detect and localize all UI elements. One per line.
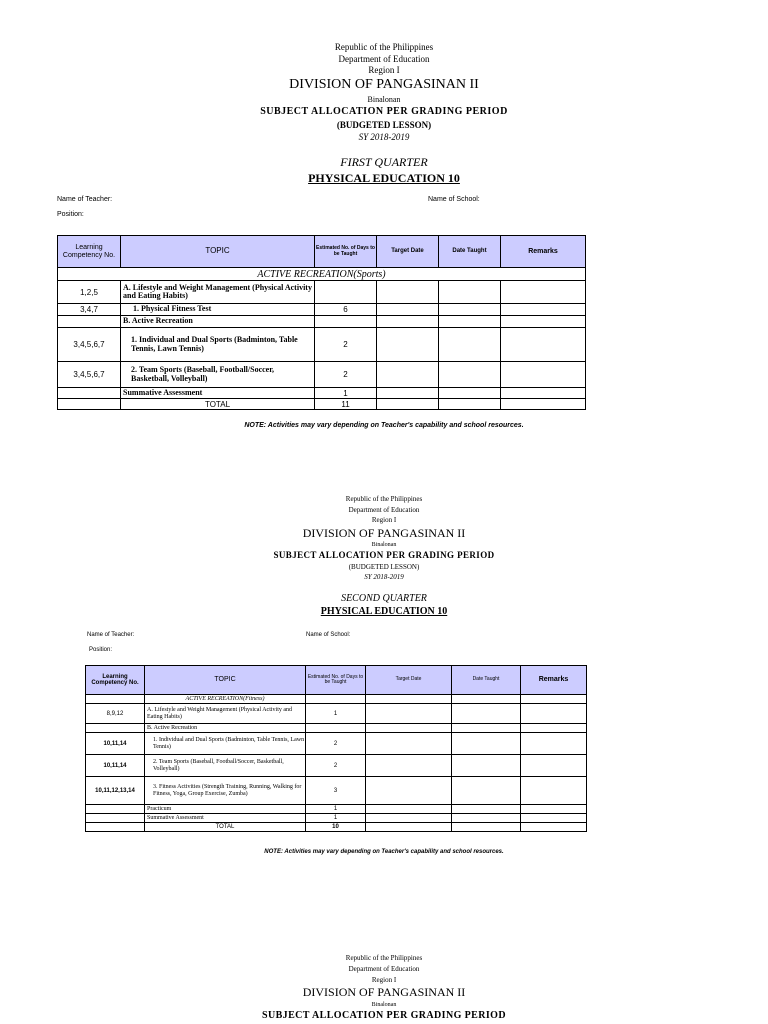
remarks-cell bbox=[521, 805, 587, 814]
department-line: Department of Education bbox=[348, 965, 420, 973]
q2-note: NOTE: Activities may vary depending on Teacher's capability and school resources. bbox=[264, 849, 504, 855]
days-cell: 2 bbox=[315, 328, 377, 362]
remarks-cell bbox=[521, 755, 587, 777]
days-cell bbox=[315, 281, 377, 304]
topic-cell: A. Lifestyle and Weight Management (Physical Activity and Eating Habits) bbox=[121, 281, 315, 304]
teacher-name-label: Name of Teacher: bbox=[57, 196, 113, 203]
target-date-header: Target Date bbox=[377, 236, 439, 268]
topic-cell: Summative Assessment bbox=[121, 388, 315, 399]
remarks-cell bbox=[521, 733, 587, 755]
topic-cell: 1. Individual and Dual Sports (Badminton, Table Tennis, Lawn Tennis) bbox=[145, 733, 306, 755]
topic-header: TOPIC bbox=[145, 666, 306, 695]
date-taught-cell bbox=[452, 805, 521, 814]
days-cell: 1 bbox=[306, 805, 366, 814]
teacher-name-label: Name of Teacher: bbox=[87, 632, 135, 638]
days-cell: 3 bbox=[306, 777, 366, 805]
target-date-cell bbox=[377, 304, 439, 316]
section-row bbox=[58, 268, 586, 281]
subject-title: PHYSICAL EDUCATION 10 bbox=[320, 606, 448, 617]
remarks-cell bbox=[501, 316, 586, 328]
place-line: Binalonan bbox=[371, 542, 397, 548]
empty-cell bbox=[86, 823, 145, 832]
days-header: Estimated No. of Days to be Taught bbox=[315, 236, 377, 268]
competency-cell: 1,2,5 bbox=[58, 281, 121, 304]
division-title: DIVISION OF PANGASINAN II bbox=[302, 526, 466, 540]
date-taught-cell bbox=[439, 304, 501, 316]
place-line: Binalonan bbox=[367, 95, 401, 104]
target-date-cell bbox=[366, 733, 452, 755]
remarks-cell bbox=[501, 328, 586, 362]
table-row bbox=[86, 755, 587, 777]
remarks-cell bbox=[521, 777, 587, 805]
total-row bbox=[86, 823, 587, 832]
quarter-title: SECOND QUARTER bbox=[341, 593, 427, 604]
topic-cell: 1. Physical Fitness Test bbox=[121, 304, 315, 316]
days-cell bbox=[315, 316, 377, 328]
budgeted-lesson-line: (BUDGETED LESSON) bbox=[348, 563, 420, 571]
competency-header: Learning Competency No. bbox=[58, 236, 121, 268]
table-row bbox=[58, 281, 586, 304]
date-taught-header: Date Taught bbox=[452, 666, 521, 695]
table-row bbox=[86, 733, 587, 755]
days-cell: 2 bbox=[315, 362, 377, 388]
topic-cell: 3. Fitness Activities (Strength Training, Running, Walking for Fitness, Yoga, Group Exercise, Zumba) bbox=[145, 777, 306, 805]
remarks-cell bbox=[501, 281, 586, 304]
competency-cell bbox=[86, 724, 145, 733]
place-line: Binalonan bbox=[371, 1002, 397, 1008]
competency-cell bbox=[58, 316, 121, 328]
days-cell: 1 bbox=[306, 814, 366, 823]
target-date-cell bbox=[377, 281, 439, 304]
remarks-cell bbox=[501, 362, 586, 388]
region-line: Region I bbox=[371, 976, 397, 984]
table-row bbox=[58, 316, 586, 328]
department-line: Department of Education bbox=[348, 506, 420, 514]
remarks-cell bbox=[521, 724, 587, 733]
republic-line: Republic of the Philippines bbox=[345, 954, 423, 962]
remarks-cell bbox=[521, 814, 587, 823]
competency-cell bbox=[86, 805, 145, 814]
remarks-cell bbox=[501, 388, 586, 399]
position-label: Position: bbox=[57, 211, 84, 218]
school-year-line: SY 2018-2019 bbox=[358, 132, 410, 142]
table-row bbox=[58, 328, 586, 362]
total-value: 10 bbox=[306, 823, 366, 832]
q1-note: NOTE: Activities may vary depending on Teacher's capability and school resources. bbox=[244, 422, 524, 429]
section-title: ACTIVE RECREATION(Fitness) bbox=[145, 695, 306, 704]
region-line: Region I bbox=[371, 516, 397, 524]
remarks-cell bbox=[521, 704, 587, 724]
table-row bbox=[58, 304, 586, 316]
competency-cell bbox=[58, 388, 121, 399]
competency-header: Learning Competency No. bbox=[86, 666, 145, 695]
section-row bbox=[86, 695, 587, 704]
target-date-cell bbox=[377, 399, 439, 410]
target-date-cell bbox=[377, 388, 439, 399]
subject-title: PHYSICAL EDUCATION 10 bbox=[308, 171, 460, 185]
remarks-header: Remarks bbox=[501, 236, 586, 268]
date-taught-cell bbox=[439, 281, 501, 304]
total-row bbox=[58, 399, 586, 410]
target-date-cell bbox=[377, 316, 439, 328]
days-cell: 2 bbox=[306, 755, 366, 777]
topic-cell: 2. Team Sports (Baseball, Football/Soccer, Basketball, Volleyball) bbox=[145, 755, 306, 777]
days-cell bbox=[306, 724, 366, 733]
total-label: TOTAL bbox=[121, 399, 315, 410]
target-date-cell bbox=[377, 362, 439, 388]
days-cell: 2 bbox=[306, 733, 366, 755]
target-date-cell bbox=[366, 814, 452, 823]
date-taught-cell bbox=[439, 328, 501, 362]
target-date-header: Target Date bbox=[366, 666, 452, 695]
total-value: 11 bbox=[315, 399, 377, 410]
date-taught-cell bbox=[439, 316, 501, 328]
competency-cell: 10,11,14 bbox=[86, 733, 145, 755]
target-date-cell bbox=[366, 755, 452, 777]
competency-cell: 10,11,12,13,14 bbox=[86, 777, 145, 805]
topic-cell: Summative Assessment bbox=[145, 814, 306, 823]
empty-cell bbox=[58, 399, 121, 410]
division-title: DIVISION OF PANGASINAN II bbox=[289, 77, 479, 92]
republic-line: Republic of the Philippines bbox=[334, 42, 434, 52]
date-taught-cell bbox=[439, 388, 501, 399]
topic-cell: 2. Team Sports (Baseball, Football/Soccer, Basketball, Volleyball) bbox=[121, 362, 315, 388]
target-date-cell bbox=[366, 805, 452, 814]
date-taught-cell bbox=[452, 814, 521, 823]
q2-allocation-table bbox=[85, 665, 587, 832]
competency-cell: 3,4,5,6,7 bbox=[58, 328, 121, 362]
days-header: Estimated No. of Days to be Taught bbox=[306, 666, 366, 695]
target-date-cell bbox=[366, 724, 452, 733]
topic-cell: B. Active Recreation bbox=[121, 316, 315, 328]
quarter-title: FIRST QUARTER bbox=[340, 155, 428, 169]
table-row bbox=[58, 362, 586, 388]
topic-header: TOPIC bbox=[121, 236, 315, 268]
date-taught-cell bbox=[452, 733, 521, 755]
date-taught-cell bbox=[452, 823, 521, 832]
table-header-row bbox=[58, 236, 586, 268]
date-taught-cell bbox=[452, 777, 521, 805]
topic-cell: B. Active Recreation bbox=[145, 724, 306, 733]
position-label: Position: bbox=[89, 647, 113, 653]
days-cell: 1 bbox=[315, 388, 377, 399]
table-header-row bbox=[86, 666, 587, 695]
republic-line: Republic of the Philippines bbox=[345, 495, 423, 503]
topic-cell: 1. Individual and Dual Sports (Badminton, Table Tennis, Lawn Tennis) bbox=[121, 328, 315, 362]
competency-cell: 8,9,12 bbox=[86, 704, 145, 724]
school-name-label: Name of School: bbox=[428, 196, 480, 203]
table-row bbox=[86, 724, 587, 733]
subject-allocation-title: SUBJECT ALLOCATION PER GRADING PERIOD bbox=[260, 106, 508, 117]
date-taught-header: Date Taught bbox=[439, 236, 501, 268]
region-line: Region I bbox=[368, 65, 400, 75]
remarks-cell bbox=[521, 823, 587, 832]
table-row bbox=[86, 777, 587, 805]
competency-cell: 10,11,14 bbox=[86, 755, 145, 777]
section-title: ACTIVE RECREATION(Sports) bbox=[58, 268, 586, 281]
competency-cell: 3,4,5,6,7 bbox=[58, 362, 121, 388]
target-date-cell bbox=[366, 777, 452, 805]
division-title: DIVISION OF PANGASINAN II bbox=[302, 985, 466, 999]
topic-cell: Practicum bbox=[145, 805, 306, 814]
competency-cell bbox=[86, 814, 145, 823]
competency-cell: 3,4,7 bbox=[58, 304, 121, 316]
remarks-header: Remarks bbox=[521, 666, 587, 695]
date-taught-cell bbox=[452, 755, 521, 777]
table-row bbox=[58, 388, 586, 399]
days-cell: 1 bbox=[306, 704, 366, 724]
department-line: Department of Education bbox=[338, 54, 430, 64]
date-taught-cell bbox=[439, 399, 501, 410]
target-date-cell bbox=[366, 704, 452, 724]
table-row bbox=[86, 805, 587, 814]
subject-allocation-title: SUBJECT ALLOCATION PER GRADING PERIOD bbox=[262, 1010, 506, 1021]
school-name-label: Name of School: bbox=[306, 632, 351, 638]
remarks-cell bbox=[501, 304, 586, 316]
table-row bbox=[86, 814, 587, 823]
date-taught-cell bbox=[452, 724, 521, 733]
budgeted-lesson-line: (BUDGETED LESSON) bbox=[336, 120, 432, 130]
target-date-cell bbox=[366, 823, 452, 832]
table-row bbox=[86, 704, 587, 724]
total-label: TOTAL bbox=[145, 823, 306, 832]
date-taught-cell bbox=[452, 704, 521, 724]
date-taught-cell bbox=[439, 362, 501, 388]
school-year-line: SY 2018-2019 bbox=[364, 573, 404, 581]
q1-allocation-table bbox=[57, 235, 586, 410]
target-date-cell bbox=[377, 328, 439, 362]
subject-allocation-title: SUBJECT ALLOCATION PER GRADING PERIOD bbox=[273, 550, 495, 560]
topic-cell: A. Lifestyle and Weight Management (Physical Activity and Eating Habits) bbox=[145, 704, 306, 724]
days-cell: 6 bbox=[315, 304, 377, 316]
remarks-cell bbox=[501, 399, 586, 410]
